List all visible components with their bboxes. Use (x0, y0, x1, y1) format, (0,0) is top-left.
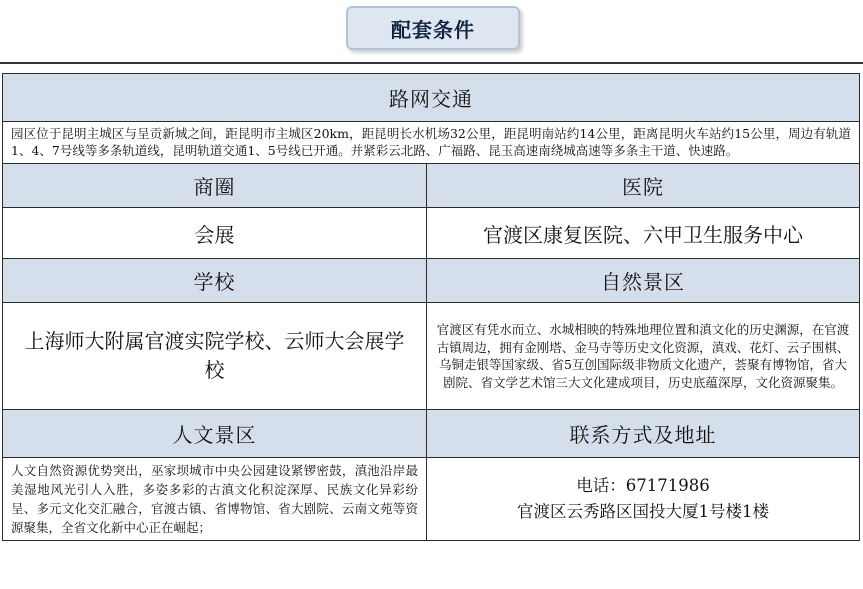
nature-text: 官渡区有凭水而立、水城相映的特殊地理位置和滇文化的历史渊源，在官渡古镇周边，拥有金刚塔、金马寺等历史文化资源，滇戏、花灯、云子围棋、乌铜走银等国家级、省5互创国际级非物质文化遗产，荟聚有博物馆，省大剧院、省文学艺术馆三大文化建成项目，历史底蕴深厚，文化资源聚集。 (427, 303, 860, 410)
page-title: 配套条件 (391, 17, 475, 42)
contact-address: 官渡区云秀路区国投大厦1号楼1楼 (517, 502, 769, 521)
contact-cell (427, 458, 860, 541)
culture-heading: 人文景区 (3, 410, 427, 458)
school-heading: 学校 (3, 259, 427, 303)
divider-rule (0, 62, 863, 64)
business-value: 会展 (3, 208, 427, 259)
contact-phone: 电话：67171986 (576, 476, 710, 495)
business-heading: 商圈 (3, 164, 427, 208)
road-text (3, 122, 860, 164)
page-title-tab (346, 6, 520, 50)
hospital-value: 官渡区康复医院、六甲卫生服务中心 (427, 208, 860, 259)
culture-text: 人文自然资源优势突出，巫家坝城市中央公园建设紧锣密鼓，滇池沿岸最美湿地风光引人入胜，多姿多彩的古滇文化积淀深厚、民族文化异彩纷呈、多元文化交汇融合，官渡古镇、省博物馆、省大剧院、云南文苑等资源聚集，全省文化新中心正在崛起； (3, 458, 427, 541)
nature-heading: 自然景区 (427, 259, 860, 303)
school-value: 上海师大附属官渡实院学校、云师大会展学校 (3, 303, 427, 410)
hospital-heading: 医院 (427, 164, 860, 208)
contact-heading: 联系方式及地址 (427, 410, 860, 458)
road-heading: 路网交通 (3, 74, 860, 122)
facilities-table (2, 73, 860, 541)
road-description: 园区位于昆明主城区与呈贡新城之间，距昆明市主城区20km，距昆明长水机场32公里，距昆明南站约14公里，距离昆明火车站约15公里，周边有轨道1、4、7号线等多条轨道线，昆明轨道交通1、5号线已开通。并紧彩云北路、广福路、昆玉高速南绕城高速等多条主干道、快速路。 (11, 126, 851, 158)
